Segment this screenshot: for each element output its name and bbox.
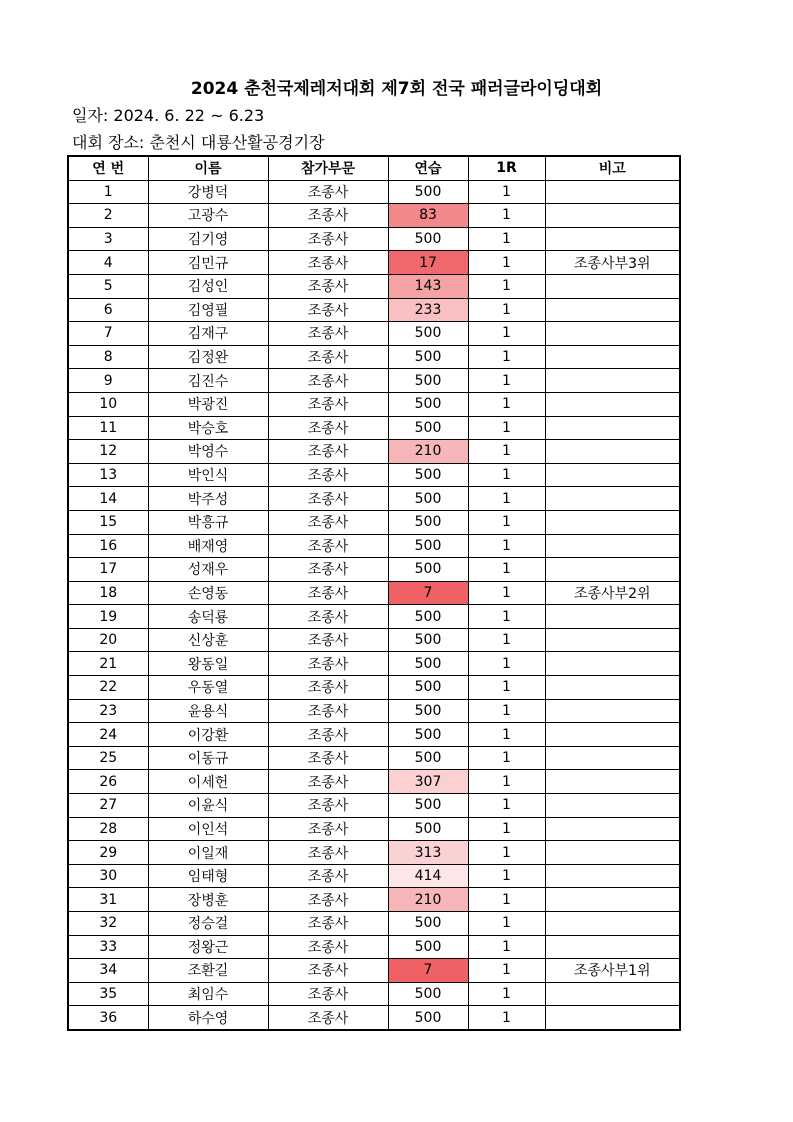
cell-practice: 313 (388, 841, 468, 865)
cell-round1: 1 (468, 298, 545, 322)
cell-round1: 1 (468, 416, 545, 440)
cell-round1: 1 (468, 581, 545, 605)
cell-number: 27 (68, 794, 148, 818)
table-row (68, 227, 680, 251)
table-row (68, 723, 680, 747)
cell-note (545, 723, 680, 747)
cell-round1: 1 (468, 204, 545, 228)
cell-note: 조종사부2위 (545, 581, 680, 605)
document-title: 2024 춘천국제레저대회 제7회 전국 패러글라이딩대회 (190, 79, 603, 99)
table-row (68, 204, 680, 228)
cell-round1: 1 (468, 959, 545, 983)
cell-note (545, 888, 680, 912)
cell-division: 조종사 (268, 676, 388, 700)
cell-note (545, 841, 680, 865)
cell-practice: 7 (388, 581, 468, 605)
table-row (68, 794, 680, 818)
cell-division: 조종사 (268, 227, 388, 251)
cell-name: 박영수 (148, 440, 268, 464)
cell-round1: 1 (468, 510, 545, 534)
header-name: 이름 (148, 156, 268, 180)
cell-division: 조종사 (268, 912, 388, 936)
cell-practice: 500 (388, 369, 468, 393)
cell-division: 조종사 (268, 440, 388, 464)
cell-practice: 500 (388, 392, 468, 416)
cell-name: 이인석 (148, 817, 268, 841)
cell-division: 조종사 (268, 817, 388, 841)
table-row (68, 676, 680, 700)
cell-name: 우동열 (148, 676, 268, 700)
cell-division: 조종사 (268, 204, 388, 228)
cell-number: 14 (68, 487, 148, 511)
cell-name: 이세헌 (148, 770, 268, 794)
cell-name: 손영동 (148, 581, 268, 605)
cell-note (545, 416, 680, 440)
cell-note: 조종사부3위 (545, 251, 680, 275)
cell-practice: 500 (388, 322, 468, 346)
cell-note (545, 345, 680, 369)
cell-name: 배재영 (148, 534, 268, 558)
cell-name: 최임수 (148, 982, 268, 1006)
cell-division: 조종사 (268, 180, 388, 204)
cell-round1: 1 (468, 558, 545, 582)
cell-division: 조종사 (268, 959, 388, 983)
cell-practice: 500 (388, 746, 468, 770)
cell-name: 장병훈 (148, 888, 268, 912)
cell-name: 김기영 (148, 227, 268, 251)
cell-number: 22 (68, 676, 148, 700)
cell-note (545, 794, 680, 818)
cell-number: 17 (68, 558, 148, 582)
cell-round1: 1 (468, 699, 545, 723)
table-row (68, 841, 680, 865)
cell-practice: 500 (388, 723, 468, 747)
cell-number: 15 (68, 510, 148, 534)
table-row (68, 487, 680, 511)
cell-round1: 1 (468, 746, 545, 770)
cell-note (545, 463, 680, 487)
cell-practice: 500 (388, 652, 468, 676)
cell-division: 조종사 (268, 723, 388, 747)
table-row (68, 770, 680, 794)
cell-division: 조종사 (268, 534, 388, 558)
cell-round1: 1 (468, 935, 545, 959)
table-row (68, 982, 680, 1006)
table-row (68, 392, 680, 416)
cell-practice: 500 (388, 1006, 468, 1030)
cell-number: 13 (68, 463, 148, 487)
table-row (68, 510, 680, 534)
cell-practice: 414 (388, 864, 468, 888)
table-row (68, 463, 680, 487)
cell-name: 신상훈 (148, 628, 268, 652)
table-row (68, 864, 680, 888)
cell-name: 박광진 (148, 392, 268, 416)
cell-number: 2 (68, 204, 148, 228)
table-row (68, 817, 680, 841)
cell-number: 12 (68, 440, 148, 464)
cell-practice: 500 (388, 227, 468, 251)
cell-name: 김영필 (148, 298, 268, 322)
cell-round1: 1 (468, 274, 545, 298)
cell-practice: 500 (388, 605, 468, 629)
cell-round1: 1 (468, 982, 545, 1006)
cell-number: 6 (68, 298, 148, 322)
cell-round1: 1 (468, 864, 545, 888)
cell-note (545, 180, 680, 204)
cell-name: 성재우 (148, 558, 268, 582)
cell-division: 조종사 (268, 628, 388, 652)
cell-number: 35 (68, 982, 148, 1006)
event-date: 일자: 2024. 6. 22 ~ 6.23 (72, 106, 265, 125)
cell-number: 9 (68, 369, 148, 393)
cell-number: 5 (68, 274, 148, 298)
cell-round1: 1 (468, 227, 545, 251)
cell-number: 4 (68, 251, 148, 275)
cell-practice: 500 (388, 628, 468, 652)
cell-round1: 1 (468, 392, 545, 416)
table-row (68, 605, 680, 629)
table-row (68, 180, 680, 204)
cell-round1: 1 (468, 652, 545, 676)
table-row (68, 440, 680, 464)
table-row (68, 652, 680, 676)
cell-round1: 1 (468, 251, 545, 275)
cell-note (545, 487, 680, 511)
cell-note (545, 298, 680, 322)
cell-number: 8 (68, 345, 148, 369)
cell-division: 조종사 (268, 888, 388, 912)
cell-note (545, 204, 680, 228)
cell-note (545, 605, 680, 629)
cell-note (545, 912, 680, 936)
cell-practice: 500 (388, 912, 468, 936)
cell-name: 강병덕 (148, 180, 268, 204)
cell-note (545, 864, 680, 888)
table-row (68, 699, 680, 723)
cell-round1: 1 (468, 605, 545, 629)
cell-note (545, 746, 680, 770)
cell-round1: 1 (468, 1006, 545, 1030)
table-row (68, 322, 680, 346)
cell-round1: 1 (468, 534, 545, 558)
cell-note (545, 392, 680, 416)
cell-name: 김재구 (148, 322, 268, 346)
cell-practice: 210 (388, 440, 468, 464)
cell-practice: 143 (388, 274, 468, 298)
cell-practice: 500 (388, 676, 468, 700)
cell-round1: 1 (468, 440, 545, 464)
cell-number: 19 (68, 605, 148, 629)
table-row (68, 959, 680, 983)
cell-name: 김정완 (148, 345, 268, 369)
cell-note (545, 227, 680, 251)
cell-practice: 233 (388, 298, 468, 322)
table-row (68, 558, 680, 582)
cell-number: 3 (68, 227, 148, 251)
cell-division: 조종사 (268, 369, 388, 393)
table-row (68, 1006, 680, 1030)
cell-round1: 1 (468, 322, 545, 346)
cell-name: 임태형 (148, 864, 268, 888)
cell-number: 11 (68, 416, 148, 440)
event-venue: 대회 장소: 춘천시 대룡산활공경기장 (72, 133, 325, 152)
cell-practice: 7 (388, 959, 468, 983)
cell-number: 32 (68, 912, 148, 936)
table-row (68, 935, 680, 959)
table-row (68, 746, 680, 770)
cell-round1: 1 (468, 888, 545, 912)
cell-division: 조종사 (268, 699, 388, 723)
cell-practice: 83 (388, 204, 468, 228)
results-body (68, 180, 680, 1030)
cell-practice: 500 (388, 510, 468, 534)
cell-name: 송덕룡 (148, 605, 268, 629)
table-row (68, 912, 680, 936)
header-row (68, 156, 680, 180)
table-row (68, 369, 680, 393)
cell-name: 하수영 (148, 1006, 268, 1030)
table-row (68, 628, 680, 652)
cell-practice: 17 (388, 251, 468, 275)
cell-practice: 500 (388, 487, 468, 511)
cell-number: 33 (68, 935, 148, 959)
cell-practice: 500 (388, 699, 468, 723)
cell-round1: 1 (468, 912, 545, 936)
results-table (67, 155, 681, 1031)
cell-number: 36 (68, 1006, 148, 1030)
cell-note (545, 1006, 680, 1030)
cell-practice: 500 (388, 180, 468, 204)
cell-note (545, 699, 680, 723)
cell-round1: 1 (468, 794, 545, 818)
cell-round1: 1 (468, 487, 545, 511)
cell-number: 30 (68, 864, 148, 888)
cell-division: 조종사 (268, 982, 388, 1006)
cell-number: 34 (68, 959, 148, 983)
cell-note (545, 558, 680, 582)
cell-number: 16 (68, 534, 148, 558)
cell-note (545, 770, 680, 794)
cell-note (545, 676, 680, 700)
table-row (68, 534, 680, 558)
cell-practice: 500 (388, 935, 468, 959)
cell-number: 20 (68, 628, 148, 652)
cell-round1: 1 (468, 180, 545, 204)
cell-name: 윤용식 (148, 699, 268, 723)
cell-number: 21 (68, 652, 148, 676)
cell-number: 24 (68, 723, 148, 747)
header-number: 연 번 (68, 156, 148, 180)
table-row (68, 251, 680, 275)
cell-note (545, 982, 680, 1006)
cell-name: 왕동일 (148, 652, 268, 676)
cell-name: 정왕근 (148, 935, 268, 959)
cell-round1: 1 (468, 676, 545, 700)
cell-division: 조종사 (268, 581, 388, 605)
cell-round1: 1 (468, 628, 545, 652)
cell-division: 조종사 (268, 345, 388, 369)
cell-note (545, 322, 680, 346)
header-note: 비고 (545, 156, 680, 180)
cell-number: 1 (68, 180, 148, 204)
cell-practice: 500 (388, 794, 468, 818)
cell-note (545, 274, 680, 298)
cell-number: 29 (68, 841, 148, 865)
header-practice: 연습 (388, 156, 468, 180)
cell-division: 조종사 (268, 558, 388, 582)
cell-division: 조종사 (268, 935, 388, 959)
cell-division: 조종사 (268, 298, 388, 322)
cell-name: 정승걸 (148, 912, 268, 936)
cell-name: 이일재 (148, 841, 268, 865)
table-row (68, 581, 680, 605)
cell-number: 25 (68, 746, 148, 770)
header-round1: 1R (468, 156, 545, 180)
table-row (68, 416, 680, 440)
cell-name: 이동규 (148, 746, 268, 770)
cell-division: 조종사 (268, 251, 388, 275)
cell-division: 조종사 (268, 322, 388, 346)
cell-round1: 1 (468, 817, 545, 841)
cell-number: 7 (68, 322, 148, 346)
table-row (68, 298, 680, 322)
cell-division: 조종사 (268, 770, 388, 794)
cell-practice: 500 (388, 817, 468, 841)
cell-division: 조종사 (268, 864, 388, 888)
cell-number: 31 (68, 888, 148, 912)
cell-number: 23 (68, 699, 148, 723)
cell-round1: 1 (468, 369, 545, 393)
cell-note (545, 510, 680, 534)
cell-practice: 500 (388, 345, 468, 369)
cell-division: 조종사 (268, 1006, 388, 1030)
cell-practice: 500 (388, 463, 468, 487)
table-row (68, 888, 680, 912)
cell-division: 조종사 (268, 605, 388, 629)
cell-division: 조종사 (268, 510, 388, 534)
cell-note (545, 652, 680, 676)
cell-note (545, 369, 680, 393)
cell-division: 조종사 (268, 416, 388, 440)
cell-name: 박주성 (148, 487, 268, 511)
cell-division: 조종사 (268, 463, 388, 487)
header-division: 참가부문 (268, 156, 388, 180)
cell-name: 고광수 (148, 204, 268, 228)
cell-round1: 1 (468, 723, 545, 747)
cell-division: 조종사 (268, 652, 388, 676)
cell-name: 박승호 (148, 416, 268, 440)
cell-round1: 1 (468, 463, 545, 487)
cell-name: 이강환 (148, 723, 268, 747)
cell-division: 조종사 (268, 487, 388, 511)
cell-round1: 1 (468, 841, 545, 865)
cell-name: 이윤식 (148, 794, 268, 818)
cell-division: 조종사 (268, 841, 388, 865)
cell-number: 26 (68, 770, 148, 794)
cell-practice: 500 (388, 534, 468, 558)
cell-name: 김민규 (148, 251, 268, 275)
cell-division: 조종사 (268, 746, 388, 770)
cell-note (545, 534, 680, 558)
cell-division: 조종사 (268, 794, 388, 818)
cell-note (545, 817, 680, 841)
cell-name: 조환길 (148, 959, 268, 983)
cell-note (545, 440, 680, 464)
cell-practice: 500 (388, 558, 468, 582)
cell-name: 박인식 (148, 463, 268, 487)
cell-note: 조종사부1위 (545, 959, 680, 983)
cell-division: 조종사 (268, 274, 388, 298)
cell-round1: 1 (468, 770, 545, 794)
table-row (68, 274, 680, 298)
cell-practice: 500 (388, 982, 468, 1006)
cell-name: 김진수 (148, 369, 268, 393)
cell-round1: 1 (468, 345, 545, 369)
cell-practice: 307 (388, 770, 468, 794)
cell-number: 18 (68, 581, 148, 605)
cell-name: 박흥규 (148, 510, 268, 534)
table-row (68, 345, 680, 369)
cell-practice: 500 (388, 416, 468, 440)
cell-name: 김성인 (148, 274, 268, 298)
cell-note (545, 628, 680, 652)
cell-practice: 210 (388, 888, 468, 912)
cell-note (545, 935, 680, 959)
cell-division: 조종사 (268, 392, 388, 416)
cell-number: 10 (68, 392, 148, 416)
cell-number: 28 (68, 817, 148, 841)
